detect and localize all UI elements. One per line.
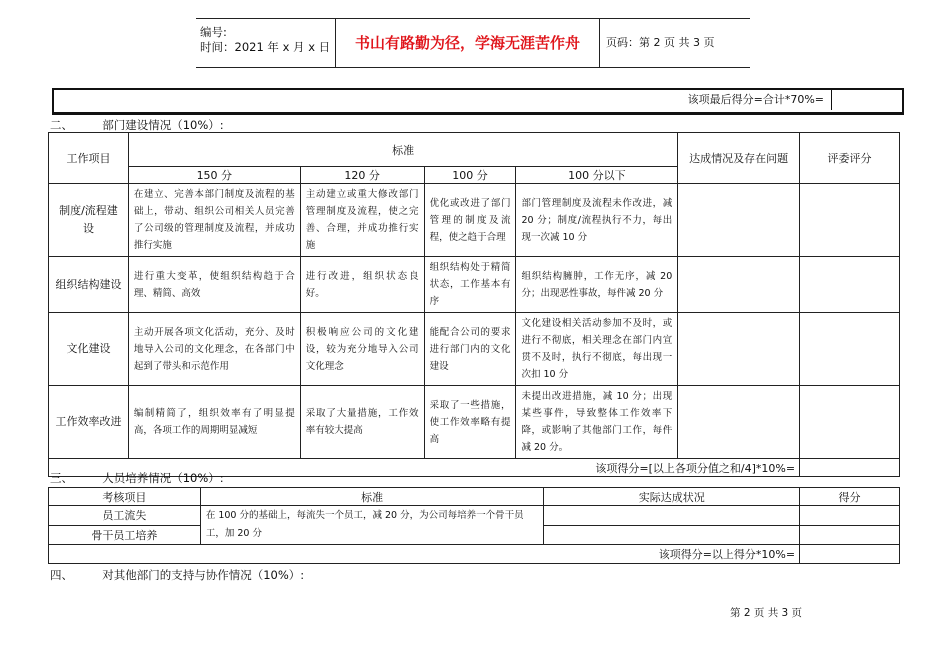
row-cell: 采取了一些措施，使工作效率略有提高 (424, 386, 516, 459)
row-cell: 积极响应公司的文化建设，较为充分地导入公司文化理念 (300, 313, 424, 386)
row-cell: 在建立、完善本部门制度及流程的基础上，带动、组织公司相关人员完善了公司级的管理制度及流程，并成功推行实施 (128, 184, 300, 257)
doc-id-label: 编号: (200, 25, 227, 39)
actual-cell[interactable] (544, 506, 800, 526)
section2-heading: 二、 部门建设情况（10%）: (50, 118, 224, 132)
eval-cell[interactable] (800, 313, 900, 386)
section3-total: 该项得分=以上得分*10%= (49, 545, 800, 564)
eval-cell[interactable] (800, 257, 900, 313)
row-cell: 进行重大变革，使组织结构趋于合理、精简、高效 (128, 257, 300, 313)
score-150: 150 分 (128, 167, 300, 184)
eval-cell[interactable] (800, 386, 900, 459)
col-header-item: 工作项目 (49, 133, 129, 184)
row-cell: 进行改进，组织状态良好。 (300, 257, 424, 313)
prev-total-label: 该项最后得分=合计*70%= (687, 93, 824, 106)
col-header-standard: 标准 (128, 133, 677, 167)
row-cell: 文化建设相关活动参加不及时，或进行不彻底，相关理念在部门内宣贯不及时，执行不彻底，每出现一次扣 10 分 (516, 313, 678, 386)
section3-total-score[interactable] (800, 545, 900, 564)
row-cell: 能配合公司的要求进行部门内的文化建设 (424, 313, 516, 386)
score-below-100: 100 分以下 (516, 167, 678, 184)
achieve-cell[interactable] (678, 257, 800, 313)
row-item: 制度/流程建设 (49, 184, 129, 257)
footer-page-number: 第 2 页 共 3 页 (730, 607, 803, 619)
eval-cell[interactable] (800, 184, 900, 257)
score-120: 120 分 (300, 167, 424, 184)
col-header-eval: 评委评分 (800, 133, 900, 184)
row-cell: 主动开展各项文化活动，充分、及时地导入公司的文化理念，在各部门中起到了带头和示范作用 (128, 313, 300, 386)
achieve-cell[interactable] (678, 386, 800, 459)
row-cell: 部门管理制度及流程未作改进，减 20 分；制度/流程执行不力，每出现一次减 10 分 (516, 184, 678, 257)
header-box (196, 18, 750, 68)
col-header-achieve: 达成情况及存在问题 (678, 133, 800, 184)
col-header-standard: 标准 (200, 488, 544, 506)
doc-time-label: 时间：2021 年 x 月 x 日 (200, 40, 331, 54)
col-header-score: 得分 (800, 488, 900, 506)
row-item: 骨干员工培养 (49, 525, 201, 545)
row-cell: 组织结构处于精简状态，工作基本有序 (424, 257, 516, 313)
score-cell[interactable] (800, 525, 900, 545)
achieve-cell[interactable] (678, 313, 800, 386)
standard-cell: 在 100 分的基础上，每流失一个员工，减 20 分，为公司每培养一个骨干员工，加 20 分 (200, 506, 544, 545)
section3-heading: 三、 人员培养情况（10%）: (50, 471, 224, 485)
row-item: 文化建设 (49, 313, 129, 386)
row-item: 工作效率改进 (49, 386, 129, 459)
achieve-cell[interactable] (678, 184, 800, 257)
header-left (196, 19, 336, 67)
staff-training-table (48, 487, 900, 564)
header-page-info: 页码：第 2 页 共 3 页 (606, 36, 715, 49)
header-motto: 书山有路勤为径，学海无涯苦作舟 (336, 19, 600, 67)
section4-heading: 四、 对其他部门的支持与协作情况（10%）: (50, 568, 305, 582)
row-cell: 主动建立或重大修改部门管理制度及流程，使之完善、合理，并成功推行实施 (300, 184, 424, 257)
row-item: 组织结构建设 (49, 257, 129, 313)
score-cell[interactable] (800, 506, 900, 526)
table-row (49, 313, 900, 386)
table-row (49, 386, 900, 459)
row-cell: 组织结构臃肿，工作无序，减 20 分；出现恶性事故，每件减 20 分 (516, 257, 678, 313)
row-cell: 采取了大量措施，工作效率有较大提高 (300, 386, 424, 459)
row-cell: 未提出改进措施，减 10 分；出现某些事件，导致整体工作效率下降，或影响了其他部门工作，每件减 20 分。 (516, 386, 678, 459)
row-item: 员工流失 (49, 506, 201, 526)
table-row (49, 257, 900, 313)
section2-total-score[interactable] (800, 459, 900, 477)
score-100: 100 分 (424, 167, 516, 184)
section2-total: 该项得分=[以上各项分值之和/4]*10%= (49, 459, 800, 477)
actual-cell[interactable] (544, 525, 800, 545)
col-header-item: 考核项目 (49, 488, 201, 506)
table-row (49, 184, 900, 257)
dept-building-table (48, 132, 900, 477)
prev-total-score-cell (831, 90, 902, 110)
row-cell: 编制精简了，组织效率有了明显提高，各项工作的周期明显减短 (128, 386, 300, 459)
col-header-actual: 实际达成状况 (544, 488, 800, 506)
prev-section-total-row (52, 88, 904, 115)
row-cell: 优化或改进了部门管理的制度及流程，使之趋于合理 (424, 184, 516, 257)
table-row (49, 506, 900, 526)
